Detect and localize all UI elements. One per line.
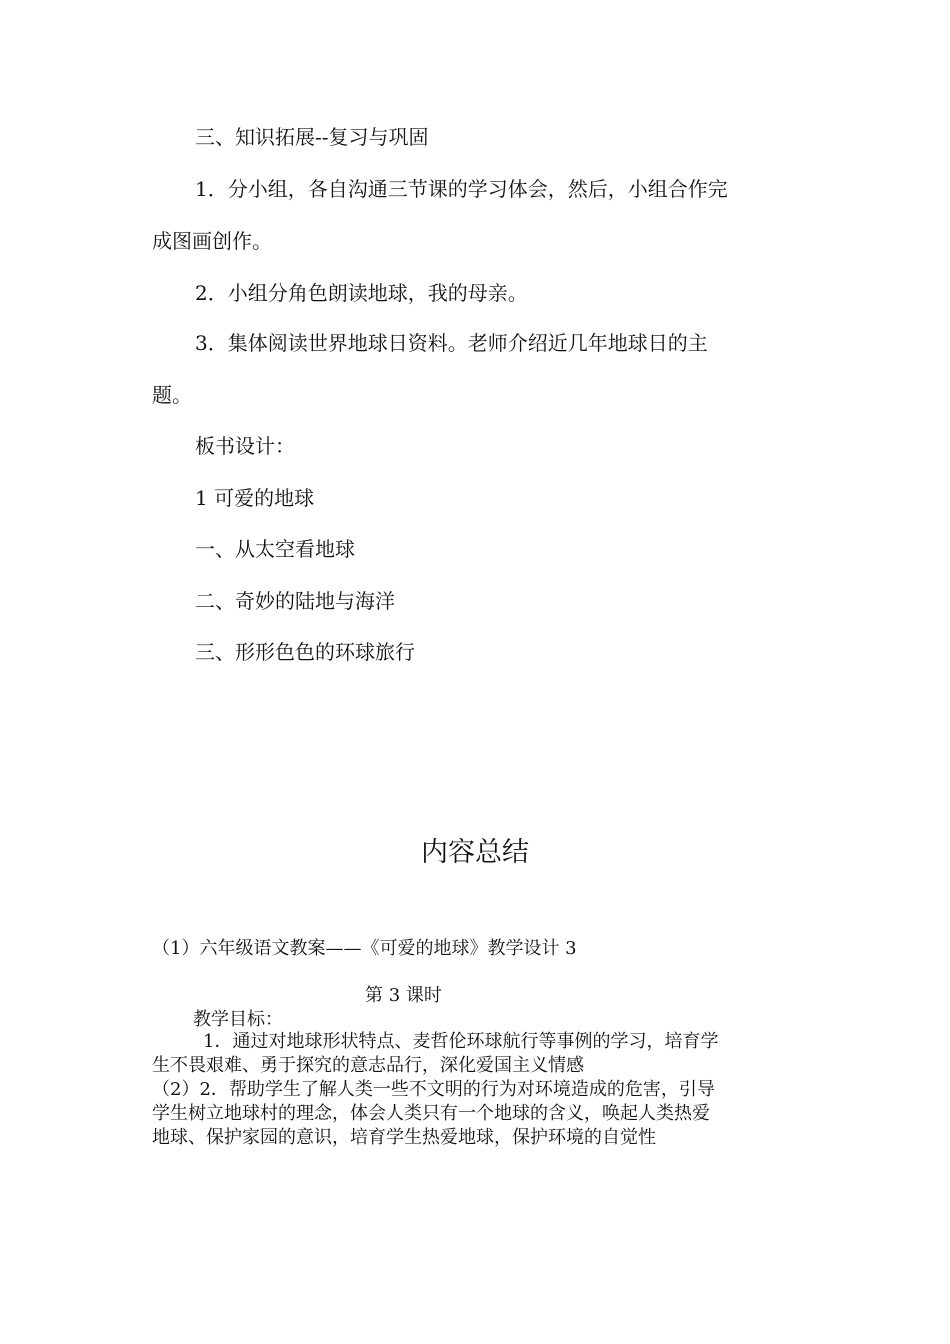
goal-2-line-3: 地球、保护家园的意识，培育学生热爱地球，保护环境的自觉性 [152, 1127, 656, 1148]
item-2: 2．小组分角色朗读地球，我的母亲。 [195, 281, 528, 305]
summary-heading: 内容总结 [421, 837, 529, 868]
item-1-line-2: 成图画创作。 [152, 229, 272, 253]
goal-2-line-1: （2）2．帮助学生了解人类一些不文明的行为对环境造成的危害，引导 [152, 1079, 715, 1100]
board-point-2: 二、奇妙的陆地与海洋 [195, 589, 395, 613]
board-title: 1 可爱的地球 [195, 486, 315, 510]
item-3-line-2: 题。 [152, 383, 192, 407]
section-heading: 三、知识拓展--复习与巩固 [195, 125, 429, 149]
lesson-number: 第 3 课时 [365, 985, 442, 1006]
board-point-3: 三、形形色色的环球旅行 [195, 640, 415, 664]
item-1-line-1: 1．分小组，各自沟通三节课的学习体会，然后，小组合作完 [195, 177, 728, 201]
goal-2-line-2: 学生树立地球村的理念，体会人类只有一个地球的含义，唤起人类热爱 [152, 1103, 710, 1124]
goal-1-line-2: 生不畏艰难、勇于探究的意志品行，深化爱国主义情感 [152, 1055, 584, 1076]
goal-1-line-1: 1．通过对地球形状特点、麦哲伦环球航行等事例的学习，培育学 [203, 1031, 719, 1052]
summary-line-1: （1）六年级语文教案——《可爱的地球》教学设计 3 [152, 938, 577, 959]
board-point-1: 一、从太空看地球 [195, 537, 355, 561]
goals-label: 教学目标： [193, 1009, 283, 1030]
board-design-label: 板书设计： [195, 434, 295, 458]
item-3-line-1: 3．集体阅读世界地球日资料。老师介绍近几年地球日的主 [195, 331, 708, 355]
